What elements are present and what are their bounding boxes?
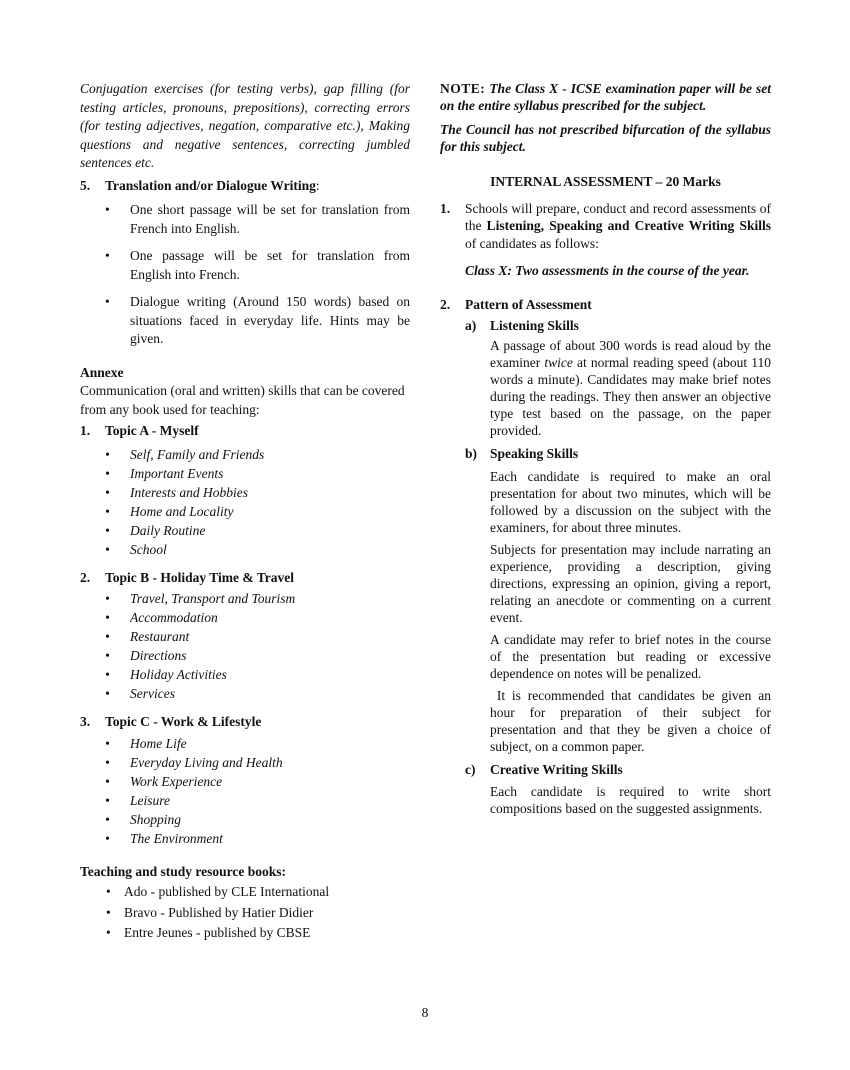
- list-item: • One short passage will be set for translation from French into English.: [105, 202, 410, 236]
- list-item: • Home Life: [105, 735, 187, 751]
- note-text-2: The Council has not prescribed bifurcation of the syllabus for this subject.: [440, 122, 771, 154]
- topic-a-heading: 1. Topic A - Myself: [80, 423, 199, 438]
- list-item: • The Environment: [105, 830, 223, 846]
- translation-list: [80, 201, 410, 349]
- list-item: • Dialogue writing (Around 150 words) based on situations faced in everyday life. Hints may be given.: [105, 294, 410, 346]
- resources-title: Teaching and study resource books:: [80, 863, 287, 879]
- list-item: • Directions: [105, 648, 187, 663]
- list-item: • Holiday Activities: [105, 667, 227, 682]
- intro-paragraph: Conjugation exercises (for testing verbs), gap filling (for testing articles, pronouns, prepositions), correcting errors (for testing adjectives, negation, comparative etc.), Making questions and negative sentences, correcting jumbled sentences etc.: [80, 81, 410, 170]
- list-item: • Services: [105, 686, 175, 701]
- list-item: • Home and Locality: [105, 503, 234, 519]
- class-x-note: Class X: Two assessments in the course of the year.: [465, 263, 750, 278]
- annexe-text: Communication (oral and written) skills that can be covered from any book used for teaching:: [80, 383, 405, 417]
- list-item: • Daily Routine: [105, 522, 206, 538]
- topic-b-list: [80, 589, 410, 703]
- note-paragraph: [440, 80, 771, 114]
- list-item: • Leisure: [105, 792, 170, 808]
- section-5-heading: [80, 177, 410, 196]
- topic-a-list: [80, 445, 410, 559]
- listening-heading: a) Listening Skills: [465, 317, 579, 333]
- list-item: • Bravo - Published by Hatier Didier: [106, 904, 314, 920]
- speaking-para-4: It is recommended that candidates be given an hour for preparation of their subject for presentation and that they be given a choice of subject, on a common paper.: [490, 687, 775, 754]
- list-item: • One passage will be set for translation from English into French.: [105, 248, 410, 282]
- listening-text: A passage of about 300 words is read aloud by the examiner twice at normal reading speed (about 110 words a minute). Candidates may make brief notes during the readings. They then answer an objective type test based on the passage, on the paper provided.: [490, 338, 771, 438]
- writing-heading: c) Creative Writing Skills: [465, 761, 623, 777]
- page-number: 8: [421, 1005, 429, 1020]
- speaking-heading: b) Speaking Skills: [465, 446, 579, 461]
- list-item: • School: [105, 541, 167, 557]
- note-label: NOTE:: [440, 81, 486, 96]
- list-item: • Important Events: [105, 465, 224, 481]
- list-item: • Shopping: [105, 811, 182, 827]
- section-5-number: 5.: [80, 177, 91, 193]
- note-text: The Class X - ICSE examination paper will be set on the entire syllabus prescribed for the subject.: [440, 81, 772, 113]
- speaking-para-2: Subjects for presentation may include narrating an experience, providing a description, giving directions, expressing an opinion, giving a report, relating an anecdote or commenting on a current event.: [490, 541, 771, 625]
- left-column: [80, 80, 410, 944]
- list-item: • Work Experience: [105, 773, 223, 789]
- topic-c-heading: 3. Topic C - Work & Lifestyle: [80, 714, 262, 729]
- topic-c-list: [80, 734, 410, 848]
- topic-b-heading: 2. Topic B - Holiday Time & Travel: [80, 569, 295, 585]
- annexe-title: Annexe: [80, 364, 124, 380]
- speaking-para-1: Each candidate is required to make an oral presentation for about two minutes, which will be followed by a discussion on the subject with the examiners, for about three minutes.: [490, 468, 771, 535]
- list-item: • Self, Family and Friends: [105, 446, 265, 462]
- section-5-title: Translation and/or Dialogue Writing:: [105, 177, 320, 193]
- list-item: • Accommodation: [105, 610, 218, 625]
- point-2-heading: 2. Pattern of Assessment: [440, 297, 592, 312]
- list-item: • Entre Jeunes - published by CBSE: [106, 925, 311, 940]
- list-item: • Ado - published by CLE International: [106, 884, 330, 899]
- point-1: 1. Schools will prepare, conduct and record assessments of the Listening, Speaking and Creative Writing Skills of candidates as follows:: [440, 200, 771, 251]
- list-item: • Restaurant: [105, 629, 190, 644]
- list-item: • Travel, Transport and Tourism: [105, 591, 296, 606]
- list-item: • Interests and Hobbies: [105, 484, 248, 500]
- internal-assessment-heading: INTERNAL ASSESSMENT – 20 Marks: [490, 174, 721, 189]
- right-column: [440, 80, 775, 817]
- resources-list: [80, 882, 410, 944]
- writing-text: Each candidate is required to write short compositions based on the suggested assignments.: [490, 784, 771, 816]
- speaking-para-3: A candidate may refer to brief notes in the course of the presentation but reading or excessive dependence on notes will be penalized.: [490, 631, 771, 681]
- list-item: • Everyday Living and Health: [105, 754, 283, 770]
